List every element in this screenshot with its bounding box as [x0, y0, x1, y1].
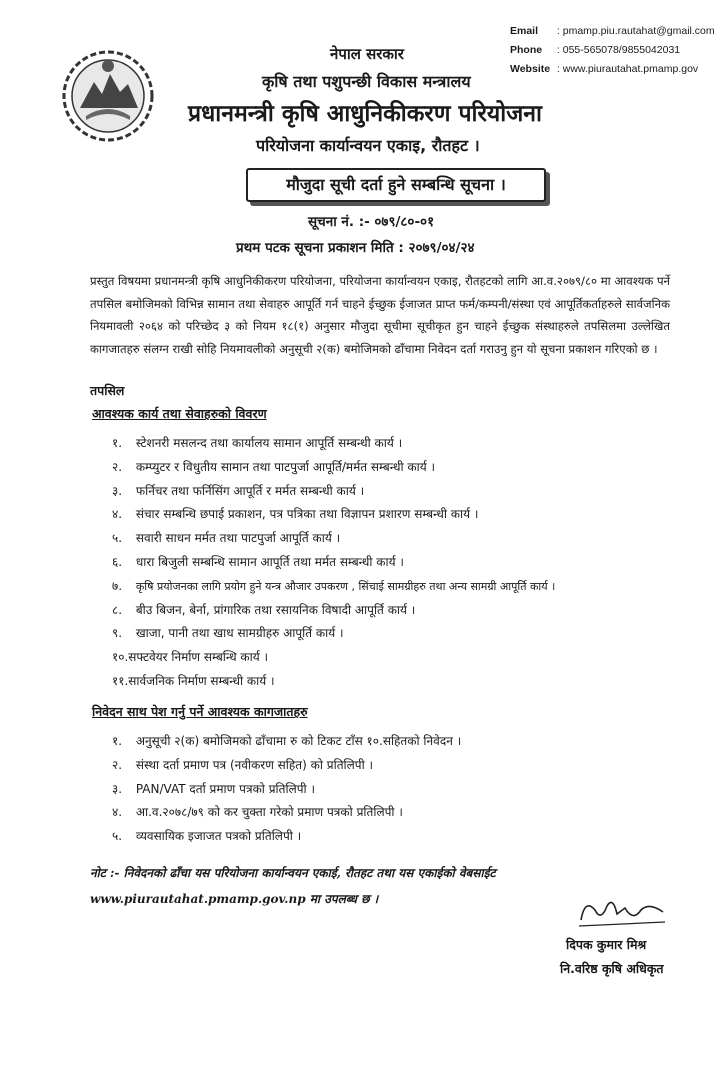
item-number: ५. — [112, 829, 123, 844]
list-item — [112, 599, 555, 623]
item-text: स्टेशनरी मसलन्द तथा कार्यालय सामान आपूर्ति सम्बन्धी कार्य । — [135, 436, 403, 450]
nepal-emblem-icon — [60, 48, 156, 144]
website-value: : www.piurautahat.pmamp.gov — [556, 63, 699, 75]
signatory-name: दिपक कुमार मिश्र — [566, 937, 647, 952]
notice-banner: मौजुदा सूची दर्ता हुने सम्बन्धि सूचना । — [246, 168, 546, 202]
email-label: Email — [510, 25, 539, 37]
project-title: प्रधानमन्त्री कृषि आधुनिकीकरण परियोजना — [188, 101, 542, 127]
item-number: ४. — [112, 805, 123, 820]
item-text: संचार सम्बन्धि छपाई प्रकाशन, पत्र पत्रिका तथा विज्ञापन प्रशारण सम्बन्धी कार्य । — [135, 507, 479, 522]
item-text: बीउ बिजन, बेर्ना, प्रांगारिक तथा रसायनिक विषादी आपूर्ति कार्य । — [135, 602, 416, 617]
list-item — [112, 456, 555, 480]
item-number: ३. — [112, 483, 123, 498]
item-number: १. — [112, 436, 123, 450]
item-number: ५. — [112, 531, 123, 546]
item-number: ८. — [112, 602, 123, 617]
notice-number: सूचना नं. :- ०७९/८०-०१ — [308, 214, 435, 230]
item-text: धारा बिजुली सम्बन्धि सामान आपूर्ति तथा मर्मत सम्बन्धी कार्य । — [135, 554, 404, 569]
list-item — [112, 551, 555, 575]
website-label: Website — [510, 63, 551, 75]
item-text: अनुसूची २(क) बमोजिमको ढाँचामा रु को टिकट टाँस १०.सहितको निवेदन । — [135, 734, 462, 748]
ministry-title: कृषि तथा पशुपन्छी विकास मन्त्रालय — [262, 72, 471, 91]
list-item — [112, 825, 461, 849]
email-value: : pmamp.piu.rautahat@gmail.com — [556, 25, 715, 37]
item-text: सवारी साधन मर्मत तथा पाटपुर्जा आपूर्ति कार्य । — [135, 531, 341, 546]
item-text: खाजा, पानी तथा खाध सामग्रीहरु आपूर्ति कार्य । — [135, 626, 344, 641]
list-item — [112, 575, 555, 599]
documents-list — [112, 730, 461, 849]
list-item — [112, 503, 555, 527]
item-text: ११.सार्वजनिक निर्माण सम्बन्धी कार्य । — [112, 673, 275, 688]
item-number: १. — [112, 734, 123, 748]
item-number: ९. — [112, 626, 123, 641]
item-text: PAN/VAT दर्ता प्रमाण पत्रको प्रतिलिपी । — [135, 781, 316, 796]
services-heading: आवश्यक कार्य तथा सेवाहरुको विवरण — [92, 406, 267, 421]
list-item — [112, 646, 555, 670]
item-text: व्यवसायिक इजाजत पत्रको प्रतिलिपी । — [135, 829, 302, 844]
signature-icon — [575, 892, 670, 932]
item-number: २. — [112, 757, 123, 772]
item-text: संस्था दर्ता प्रमाण पत्र (नवीकरण सहित) को प्रतिलिपी । — [135, 757, 374, 772]
item-number: ६. — [112, 554, 123, 569]
list-item — [112, 778, 461, 802]
list-item — [112, 730, 461, 754]
publication-date: प्रथम पटक सूचना प्रकाशन मिति : २०७९/०४/२४ — [236, 240, 475, 256]
signatory-designation: नि.वरिष्ठ कृषि अधिकृत — [560, 961, 664, 976]
list-item — [112, 801, 461, 825]
tapasil-label: तपसिल — [90, 383, 125, 398]
item-text: कम्प्युटर र विधुतीय सामान तथा पाटपुर्जा आपूर्ति/मर्मत सम्बन्धी कार्य । — [135, 459, 436, 474]
item-text: १०.सफ्टवेयर निर्माण सम्बन्धि कार्य । — [112, 650, 269, 665]
list-item — [112, 622, 555, 646]
email-row — [510, 22, 715, 41]
government-title: नेपाल सरकार — [330, 45, 404, 63]
contact-block — [510, 22, 715, 79]
list-item — [112, 432, 555, 456]
list-item — [112, 754, 461, 778]
phone-value: : 055-565078/9855042031 — [556, 44, 681, 56]
footer-note: नोट :- निवेदनको ढाँचा यस परियोजना कार्यान्वयन एकाई, रौतहट तथा यस एकाईको वेबसाईट www.piurautahat.pmamp.gov.np मा उपलब्ध छ । — [90, 866, 496, 906]
item-text: आ.व.२०७८/७९ को कर चुक्ता गरेको प्रमाण पत्रको प्रतिलिपी । — [135, 805, 403, 820]
services-list — [112, 432, 555, 694]
item-number: ४. — [112, 507, 123, 522]
item-number: ३. — [112, 781, 123, 796]
list-item — [112, 527, 555, 551]
unit-title: परियोजना कार्यान्वयन एकाइ, रौतहट । — [256, 136, 480, 155]
phone-label: Phone — [510, 44, 543, 56]
intro-paragraph: प्रस्तुत विषयमा प्रधानमन्त्री कृषि आधुनिकीकरण परियोजना, परियोजना कार्यान्वयन एकाइ, रौतहटको लागि आ.व.२०७९/८० मा आवश्यक पर्ने तपसिल बमोजिमको विभिन्न सामान तथा सेवाहरु आपूर्ति गर्न चाहने ईच्छुक ईजाजत प्राप्त फर्म/कम्पनी/संस्था एवं आपूर्तिकर्ताहरुले सार्वजनिक नियमावली २०६४ को परिच्छेद ३ को नियम १८(१) अनुसार मौजुदा सूचीमा सूचीकृत हुन चाहने ईच्छुक संस्थाहरुले तपसिलमा उल्लेखित कागजातहरु संलग्न राखी सोहि नियमावलीको अनुसूची २(क) बमोजिमको ढाँचामा निवेदन दर्ता गराउनु हुन यो सूचना प्रकाशन गरिएको छ । — [90, 274, 670, 356]
item-text: कृषि प्रयोजनका लागि प्रयोग हुने यन्त्र औजार उपकरण , सिंचाई सामग्रीहरु तथा अन्य सामग्री आपूर्ति कार्य । — [135, 579, 556, 593]
item-number: २. — [112, 459, 123, 474]
documents-heading: निवेदन साथ पेश गर्नु पर्ने आवश्यक कागजातहरु — [92, 704, 308, 719]
item-text: फर्निचर तथा फर्निसिंग आपूर्ति र मर्मत सम्बन्धी कार्य । — [135, 483, 365, 498]
list-item — [112, 670, 555, 694]
website-row — [510, 60, 715, 79]
list-item — [112, 480, 555, 504]
item-number: ७. — [112, 578, 123, 593]
phone-row — [510, 41, 715, 60]
